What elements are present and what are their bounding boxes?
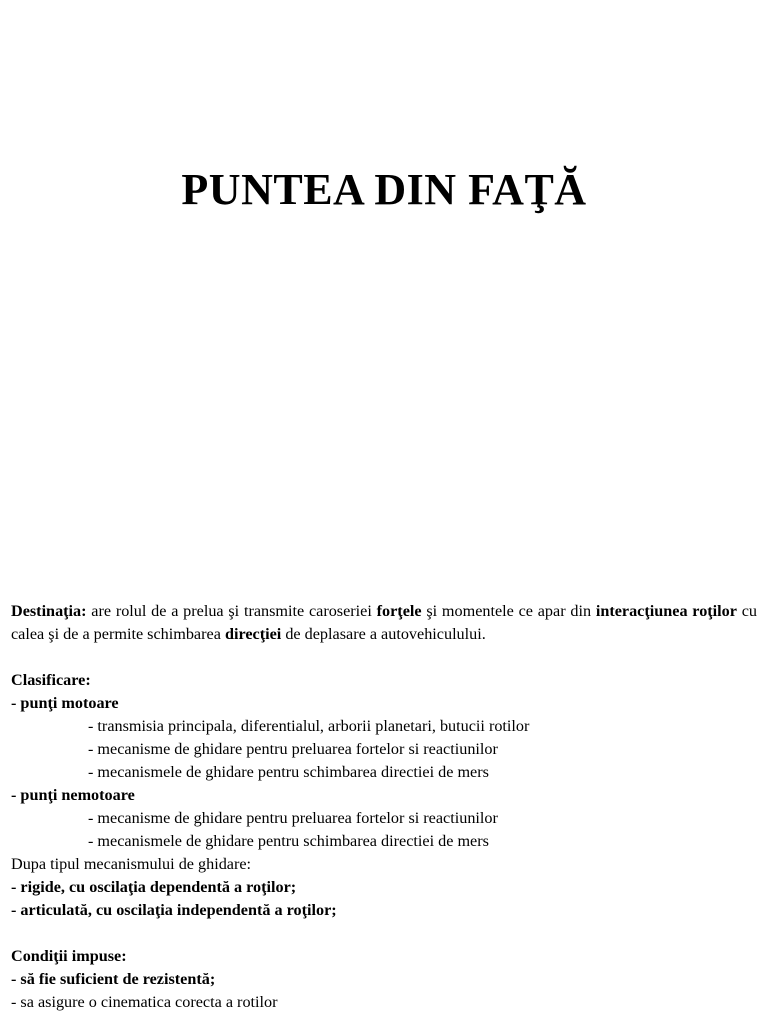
destinatie-text-4: de deplasare a autovehiculului.	[281, 625, 486, 643]
rigide-item: - rigide, cu oscilaţia dependentă a roţilor;	[11, 878, 297, 896]
destinatie-label: Destinaţia:	[11, 602, 87, 620]
punti-motoare-label: - punţi motoare	[11, 694, 119, 712]
destinatie-bold-3: direcţiei	[224, 625, 282, 643]
list-item: - mecanismele de ghidare pentru schimbarea directiei de mers	[88, 832, 489, 850]
destinatie-bold-1: forţele	[376, 602, 422, 620]
conditii-heading: Condiţii impuse:	[11, 947, 127, 965]
destinatie-bold-2: interacţiunea roţilor	[595, 602, 737, 620]
list-item: - transmisia principala, diferentialul, arborii planetari, butucii rotilor	[88, 717, 530, 735]
list-item: - mecanisme de ghidare pentru preluarea fortelor si reactiunilor	[88, 809, 498, 827]
list-item: - mecanisme de ghidare pentru preluarea fortelor si reactiunilor	[88, 740, 498, 758]
spacer	[11, 646, 757, 669]
list-item: - sa asigure o cinematica corecta a rotilor	[11, 993, 278, 1011]
list-item: - mecanismele de ghidare pentru schimbarea directiei de mers	[88, 763, 489, 781]
clasificare-heading: Clasificare:	[11, 671, 91, 689]
punti-nemotoare-label: - punţi nemotoare	[11, 786, 135, 804]
destinatie-paragraph	[11, 600, 757, 646]
spacer	[11, 922, 757, 945]
destinatie-text-1: are rolul de a prelua şi transmite caroseriei	[86, 602, 377, 620]
destinatie-text-2: şi momentele ce apar din	[421, 602, 596, 620]
page-title: PUNTEA DIN FAŢĂ	[181, 165, 587, 214]
destinatie-text-3: cu calea şi de a permite schimbarea	[11, 602, 758, 643]
dupa-tipul-text: Dupa tipul mecanismului de ghidare:	[11, 855, 252, 873]
list-item: - să fie suficient de rezistentă;	[11, 970, 216, 988]
document-body	[11, 600, 757, 1014]
articulata-item: - articulată, cu oscilaţia independentă a roţilor;	[11, 901, 337, 919]
